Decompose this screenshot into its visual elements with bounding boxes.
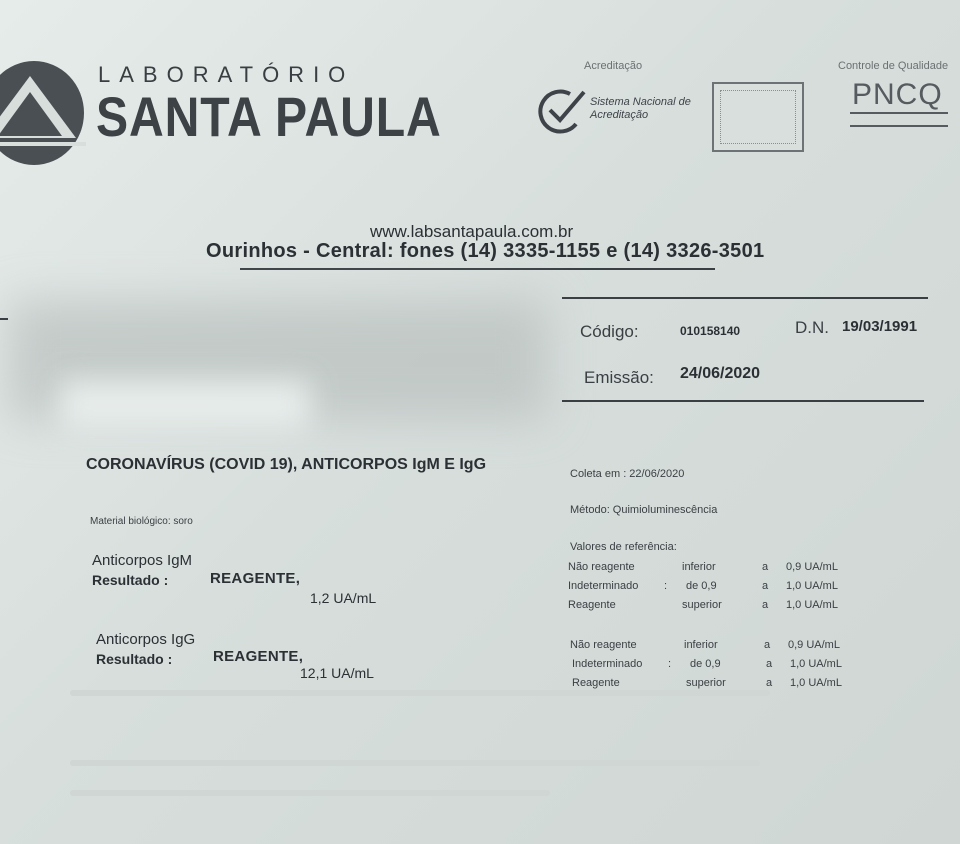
emission-value: 24/06/2020 bbox=[680, 365, 761, 382]
bleed-through bbox=[70, 760, 760, 766]
reference-qualifier: superior bbox=[686, 677, 726, 689]
result-number: 1,2 UA/mL bbox=[310, 590, 377, 606]
reference-a: a bbox=[764, 639, 771, 651]
pncq-underline bbox=[850, 112, 948, 127]
reference-row bbox=[568, 599, 838, 615]
accreditation-title: Acreditação bbox=[584, 60, 643, 72]
bleed-through bbox=[70, 790, 550, 796]
reference-unit: 1,0 UA/mL bbox=[790, 677, 842, 689]
collection-date: Coleta em : 22/06/2020 bbox=[570, 468, 685, 480]
reference-row bbox=[572, 658, 842, 674]
phones-text: Ourinhos - Central: fones (14) 3335-1155 e (14) 3326-3501 bbox=[206, 240, 765, 262]
result-value: REAGENTE, bbox=[210, 570, 301, 587]
reference-a: a bbox=[766, 658, 773, 670]
reference-unit: 1,0 UA/mL bbox=[786, 599, 838, 611]
reference-qualifier: superior bbox=[682, 599, 722, 611]
reference-row bbox=[568, 561, 838, 577]
reference-row bbox=[572, 677, 842, 693]
accreditation-check-icon bbox=[536, 86, 588, 134]
antibody-name: Anticorpos IgG bbox=[96, 631, 196, 648]
quality-title: Controle de Qualidade bbox=[838, 60, 949, 72]
reference-row bbox=[568, 580, 838, 596]
reference-label: Não reagente bbox=[568, 561, 635, 573]
reference-qualifier: inferior bbox=[684, 639, 718, 651]
reference-qualifier: inferior bbox=[682, 561, 716, 573]
divider bbox=[562, 297, 928, 299]
reference-unit: 1,0 UA/mL bbox=[790, 658, 842, 670]
reference-a: a bbox=[762, 580, 769, 592]
reference-row bbox=[570, 639, 840, 655]
reference-label: Reagente bbox=[568, 599, 616, 611]
code-value: 010158140 bbox=[680, 324, 741, 338]
result-value: REAGENTE, bbox=[213, 648, 304, 665]
material-text: Material biológico: soro bbox=[90, 516, 193, 527]
reference-a: a bbox=[762, 599, 769, 611]
reference-label: Indeterminado bbox=[572, 658, 643, 670]
reference-unit: 1,0 UA/mL bbox=[786, 580, 838, 592]
reference-qualifier: de 0,9 bbox=[686, 580, 717, 592]
reference-a: a bbox=[762, 561, 769, 573]
certificate-image bbox=[712, 82, 804, 152]
reference-qualifier: de 0,9 bbox=[690, 658, 721, 670]
lab-name: SANTA PAULA bbox=[96, 85, 442, 148]
pncq-logo: PNCQ bbox=[852, 78, 943, 111]
website-text: www.labsantapaula.com.br bbox=[370, 222, 574, 241]
reference-label: Não reagente bbox=[570, 639, 637, 651]
reference-separator: : bbox=[664, 580, 668, 592]
reference-label: Reagente bbox=[572, 677, 620, 689]
result-label: Resultado : bbox=[92, 572, 169, 588]
reference-separator: : bbox=[668, 658, 672, 670]
result-number: 12,1 UA/mL bbox=[300, 665, 374, 681]
code-label: Código: bbox=[580, 322, 639, 341]
reference-label: Indeterminado bbox=[568, 580, 639, 592]
method-text: Método: Quimioluminescência bbox=[570, 504, 718, 516]
accreditation-text: Sistema Nacional de Acreditação bbox=[590, 96, 691, 121]
exam-title: CORONAVÍRUS (COVID 19), ANTICORPOS IgM E IgG bbox=[86, 456, 487, 473]
reference-a: a bbox=[766, 677, 773, 689]
birth-date-value: 19/03/1991 bbox=[842, 318, 918, 335]
antibody-name: Anticorpos IgM bbox=[92, 552, 193, 569]
divider bbox=[562, 400, 924, 402]
reference-unit: 0,9 UA/mL bbox=[788, 639, 840, 651]
birth-date-label: D.N. bbox=[795, 318, 829, 337]
divider bbox=[240, 268, 715, 270]
emission-label: Emissão: bbox=[584, 368, 654, 387]
lab-label: LABORATÓRIO bbox=[98, 62, 355, 87]
lab-logo-icon bbox=[0, 58, 86, 168]
reference-unit: 0,9 UA/mL bbox=[786, 561, 838, 573]
result-label: Resultado : bbox=[96, 651, 173, 667]
redacted-area bbox=[60, 380, 310, 430]
reference-title: Valores de referência: bbox=[570, 541, 677, 553]
divider bbox=[0, 318, 8, 320]
